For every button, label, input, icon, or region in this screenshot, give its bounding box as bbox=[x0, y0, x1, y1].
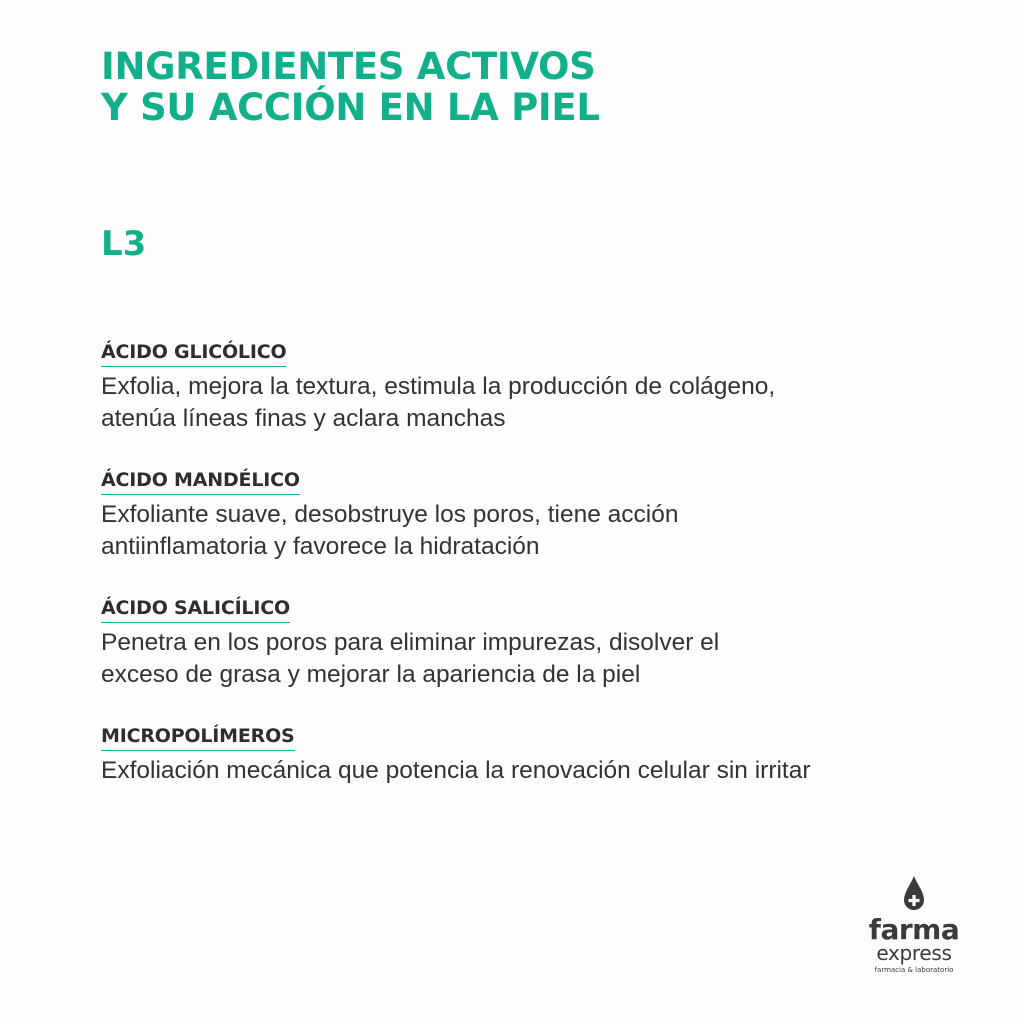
ingredient-description-line: exceso de grasa y mejorar la apariencia de la piel bbox=[101, 661, 641, 688]
ingredient-description bbox=[101, 499, 961, 563]
ingredient-description-line: antiinflamatoria y favorece la hidratación bbox=[101, 533, 540, 560]
product-code: L3 bbox=[101, 224, 147, 264]
ingredient-description-line: Exfoliante suave, desobstruye los poros, tiene acción bbox=[101, 501, 679, 528]
brand-name-express: express bbox=[876, 941, 952, 965]
ingredient-description-line: atenúa líneas finas y aclara manchas bbox=[101, 405, 506, 432]
ingredient-description bbox=[101, 755, 961, 787]
page-title bbox=[101, 46, 600, 128]
ingredient-acido-mandelico bbox=[101, 469, 961, 563]
ingredient-acido-glicolico bbox=[101, 341, 961, 435]
ingredient-description bbox=[101, 627, 961, 691]
drop-cross-icon bbox=[903, 875, 925, 913]
ingredient-name: MICROPOLÍMEROS bbox=[101, 725, 295, 751]
ingredient-micropolimeros bbox=[101, 725, 961, 787]
ingredient-description-line: Exfolia, mejora la textura, estimula la producción de colágeno, bbox=[101, 373, 776, 400]
brand-logo bbox=[868, 875, 960, 975]
brand-name-farma: farma bbox=[868, 913, 960, 946]
ingredient-name: ÁCIDO SALICÍLICO bbox=[101, 597, 290, 623]
page-title-line-2: Y SU ACCIÓN EN LA PIEL bbox=[101, 86, 600, 129]
ingredient-name: ÁCIDO MANDÉLICO bbox=[101, 469, 300, 495]
ingredient-description-line: Penetra en los poros para eliminar impurezas, disolver el bbox=[101, 629, 720, 656]
ingredient-name: ÁCIDO GLICÓLICO bbox=[101, 341, 286, 367]
ingredient-description bbox=[101, 371, 961, 435]
brand-tagline: farmacia & laboratorio bbox=[874, 966, 954, 974]
page-title-line-1: INGREDIENTES ACTIVOS bbox=[101, 45, 596, 88]
ingredient-acido-salicilico bbox=[101, 597, 961, 691]
ingredient-description-line: Exfoliación mecánica que potencia la renovación celular sin irritar bbox=[101, 757, 811, 784]
